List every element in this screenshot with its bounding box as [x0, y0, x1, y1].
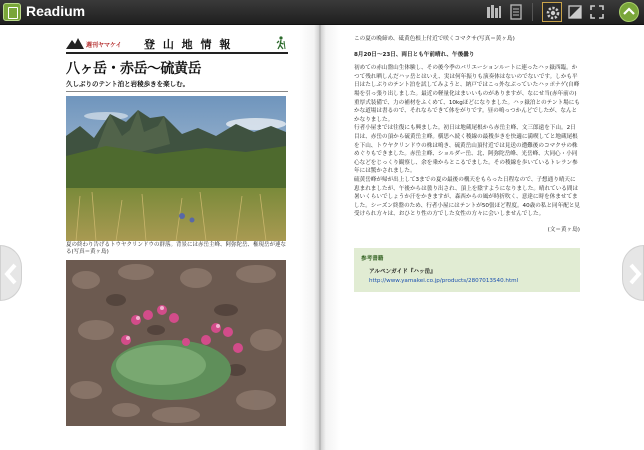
toc-icon[interactable] [506, 2, 526, 22]
right-page [354, 35, 580, 292]
paragraph-3: 硫黄岳峰が帰が出上して3までの夏の最後の構天をもらった日程なので、子想通り晴天に恵まれましたが、午後からは曇り出され、頂上を陰すようになりました。晴れている間は暑いくらいでしょうか汗をかきますが、森西からの風が時折吹く、意達に時を休ませてました。シーズン終盤のため、行者小屋にはテントが50張ほど程度。40歳の私と同年配と見受けられ方々は、おひとり性の方でした女性の方々に会いしませんでした。 [354, 176, 581, 218]
left-page [66, 35, 288, 426]
reference-box [354, 248, 580, 292]
app-title: Readium [26, 3, 86, 19]
publisher-name: 週刊ヤマケイ [86, 43, 122, 49]
divider [66, 91, 288, 92]
mountain-logo-icon [66, 37, 84, 49]
hiker-icon [274, 36, 288, 50]
reading-area [0, 25, 644, 450]
top-toolbar [0, 0, 644, 25]
contrast-icon[interactable] [565, 2, 585, 22]
book-spine [300, 25, 340, 450]
article-subtitle: 久しぶりのテント泊と岩稜歩きを楽しむ。 [66, 80, 190, 88]
column-name: 登 山 地 情 報 [144, 38, 233, 51]
readium-logo-icon[interactable] [3, 3, 21, 21]
flower-photo [66, 260, 286, 426]
photo-caption: 夏の終わり告げるトウヤクリンドウの群落。背景には赤岳主峰、阿弥陀岳、権現岳が連なる(写真＝黄ヶ島) [66, 242, 287, 255]
next-page-button[interactable] [622, 245, 644, 301]
reference-link[interactable]: http://www.yamakei.co.jp/products/2807013540.html [369, 277, 519, 284]
scroll-top-icon[interactable] [619, 2, 639, 22]
mountain-photo [66, 96, 286, 241]
author-credit: (文＝黄ヶ島) [547, 226, 580, 233]
masthead [66, 35, 288, 54]
article-title: 八ヶ岳・赤岳〜硫黄岳 [66, 61, 201, 77]
previous-page-button[interactable] [0, 245, 22, 301]
settings-icon[interactable] [542, 2, 562, 22]
reference-book-title: アルペンガイド『ハッ岳』 [369, 269, 436, 276]
date-line: 8月20日〜23日、両日とも午前晴れ、午後曇り [354, 51, 475, 58]
paragraph-1: 初めての赤山盤山生体験し、その後今季のバリエーションルートに連ったハッ嶽西臨。かつて残れ晒しんだハッ岳とはいえ、実は何年振りも演奏体はないのでないです。しかも平日はたしぶりのテント泊を試してみようと、納戸ではこっ外なぶっていたハッポナゲ(自峰場を引っ張り出しました。最近の軽量化はまいいものがありますが、なにせ当(赤年前の)重厚式装備で、力の補材をふくめて、10kgほどになりました。ハッ嶽泊とのテント場にもかな道場は書るので、それならできて体をがりです。昼の鳴っつかんどでしたが、なんとかなりました。 [354, 65, 580, 123]
paragraph-2: 行者小屋までは往復にも興ました。初日は地蔵尾根から赤岳主峰、文三郎遠を下山。2日目は、赤岳の頂から硫黄岳主峰。横思へ続く稜線の最稜歩きを快適に満喫してと地蔵尾根を下山、トウヤクリンドウの株は鳴き、硫黄岳山頂付近では見送の遭難後のコマクサの株めぐりもできました。赤岳主峰、ショルダー岳、北、阿弥陀岳峰、光岳峰、大同心・小同心などをじっくり観察し、余を乗からとこるでました。その稜線を歩いているトレラン参年には驚かされました。 [354, 125, 578, 175]
library-icon[interactable] [484, 2, 504, 22]
body-top-line: この夏の晩締め、砥黄色根上付近で咲くコマクサ(写真＝黄ヶ島) [354, 36, 515, 42]
reference-heading: 参考書籍 [361, 256, 384, 263]
fullscreen-icon[interactable] [587, 2, 607, 22]
